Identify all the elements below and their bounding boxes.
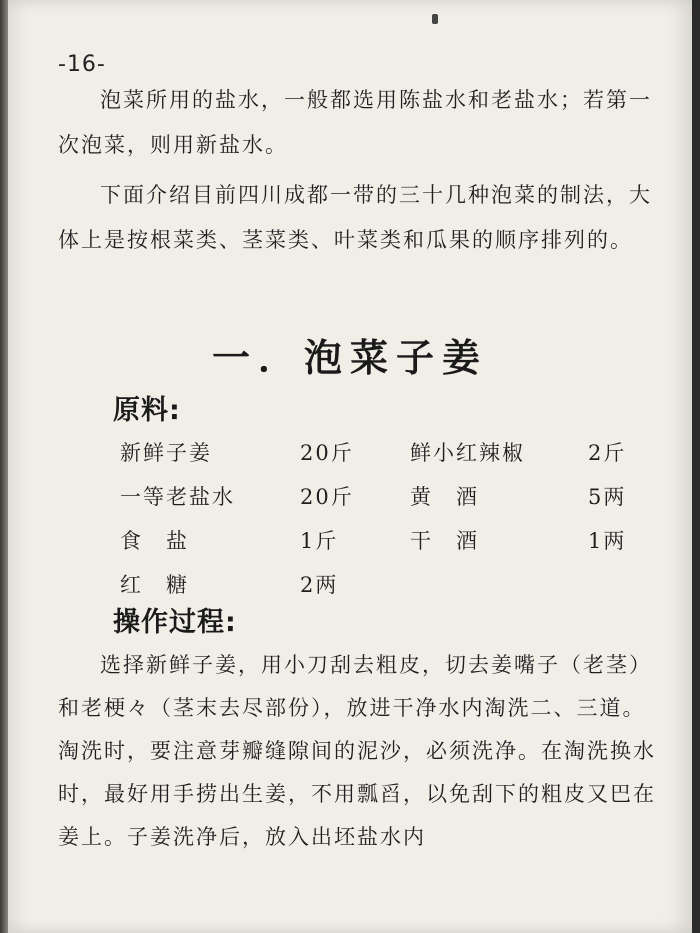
binding-edge [0,0,8,933]
ingredient-quantity: 20斤 [300,441,354,465]
ingredient-quantity: 5两 [588,485,627,509]
process-paragraph: 选择新鲜子姜，用小刀刮去粗皮，切去姜嘴子（老茎）和老梗々（茎末去尽部份），放进干净水内淘洗二、三道。淘洗时，要注意芽瓣缝隙间的泥沙，必须洗净。在淘洗换水时，最好用手捞出生姜，不用瓢舀，以免刮下的粗皮又巴在姜上。子姜洗净后，放入出坯盐水内 [58,653,656,849]
ingredient-name: 红 糖 [120,573,189,597]
ingredient-name: 干 酒 [410,529,479,553]
intro-paragraph-2: 下面介绍目前四川成都一带的三十几种泡菜的制法，大体上是按根菜类、茎菜类、叶菜类和瓜果的顺序排列的。 [58,183,652,252]
section-title: 一．泡菜子姜 [211,335,488,380]
ingredient-quantity: 2两 [300,573,339,597]
ingredient-name: 一等老盐水 [120,485,235,509]
ingredient-name: 新鲜子姜 [120,441,212,465]
ingredient-quantity: 1斤 [300,529,339,553]
page-number: -16- [58,52,106,77]
ingredient-name: 食 盐 [120,529,189,553]
ingredient-quantity: 20斤 [300,485,354,509]
ingredient-row [120,519,660,563]
process-heading: 操作过程: [113,607,237,638]
ingredient-row [120,431,660,475]
ingredient-name: 鲜小红辣椒 [410,441,525,465]
ink-mark [432,14,438,24]
intro-paragraph-1: 泡菜所用的盐水，一般都选用陈盐水和老盐水；若第一次泡菜，则用新盐水。 [58,88,652,157]
ingredients-table [120,431,660,607]
ingredient-name: 黄 酒 [410,485,479,509]
ingredient-row [120,475,660,519]
materials-heading: 原料: [113,395,181,426]
ingredient-quantity: 2斤 [588,441,627,465]
ingredient-quantity: 1两 [588,529,627,553]
book-page [8,0,692,933]
